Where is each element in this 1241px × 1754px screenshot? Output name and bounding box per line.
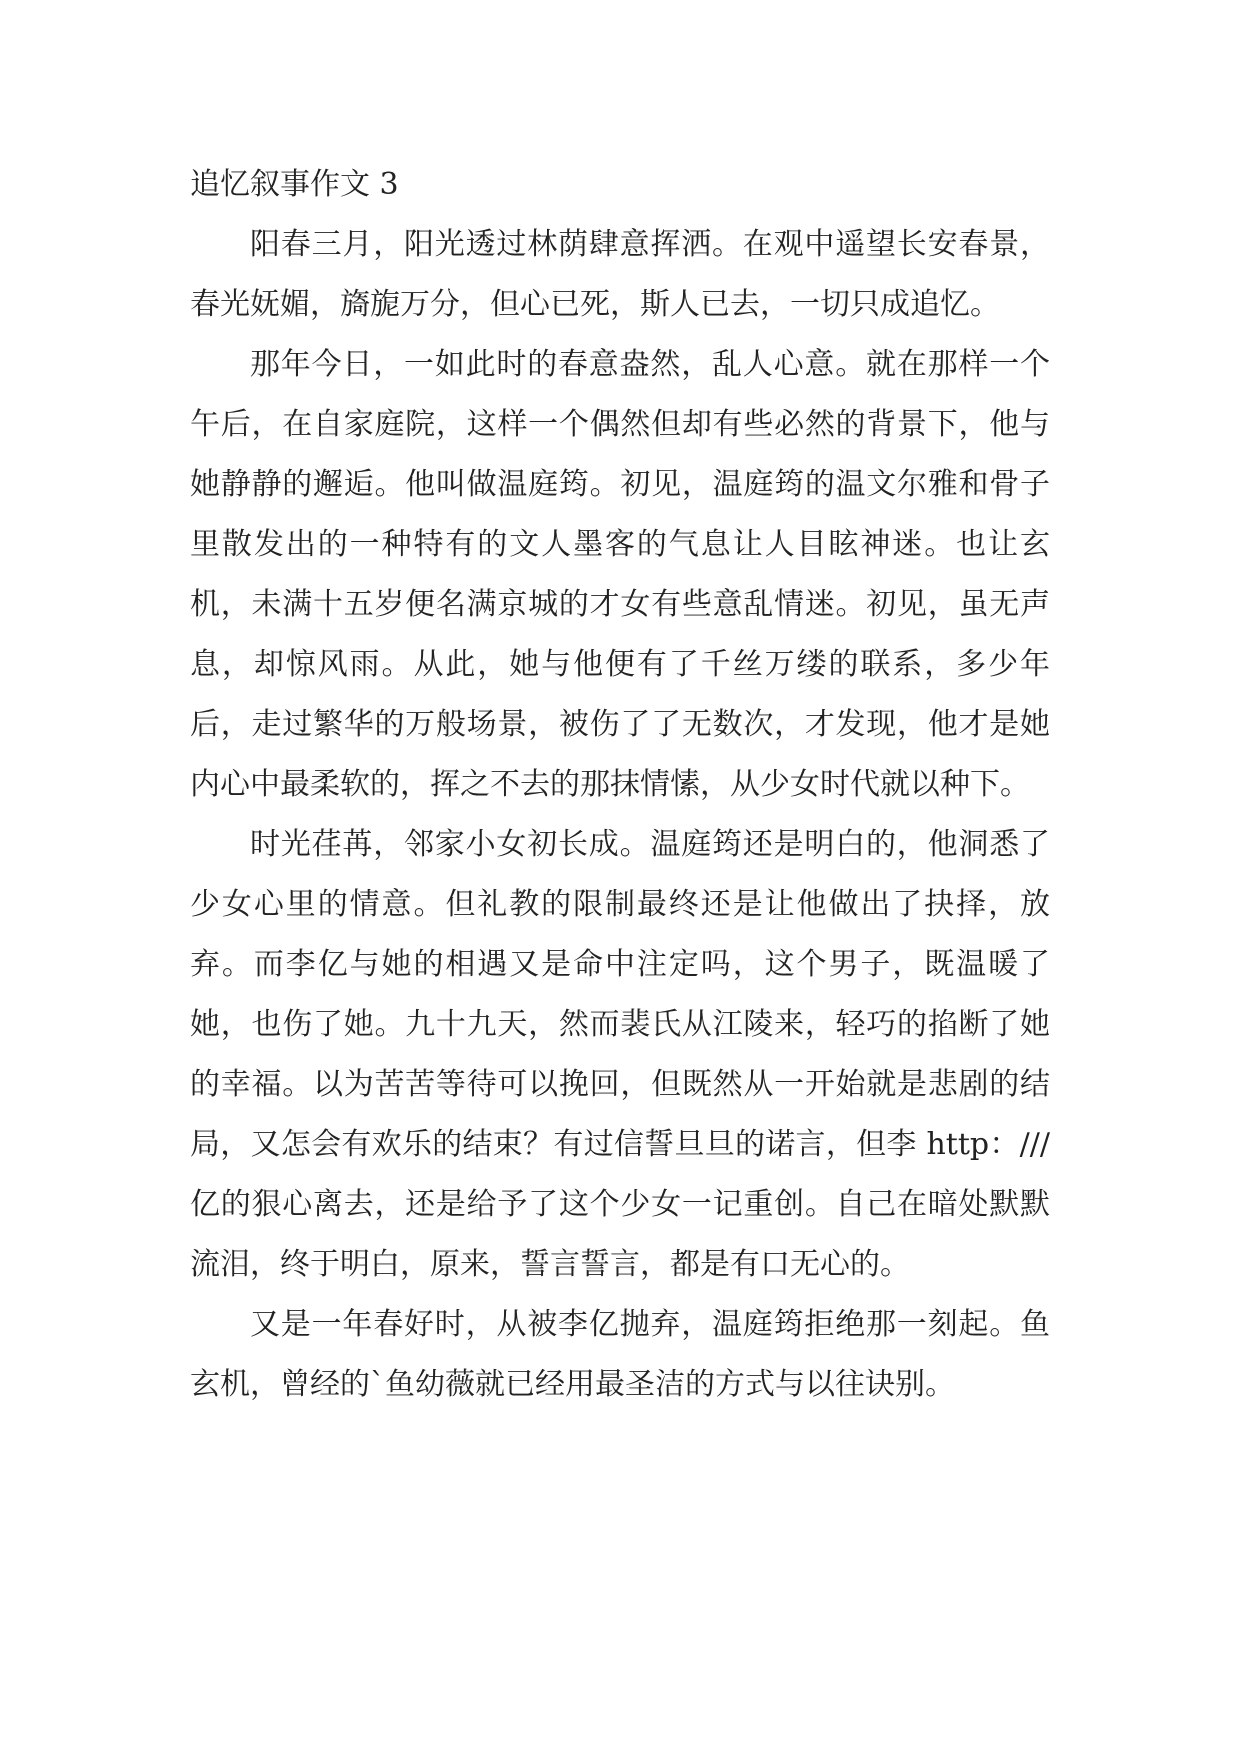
paragraph-1: 阳春三月，阳光透过林荫肆意挥洒。在观中遥望长安春景，春光妩媚，旖旎万分，但心已死，斯人已去，一切只成追忆。 [190,227,1050,322]
document-body [190,155,1050,1415]
paragraph-4: 又是一年春好时，从被李亿抛弃，温庭筠拒绝那一刻起。鱼玄机，曾经的`鱼幼薇就已经用最圣洁的方式与以往诀别。 [190,1307,1050,1402]
paragraph-3: 时光荏苒，邻家小女初长成。温庭筠还是明白的，他洞悉了少女心里的情意。但礼教的限制最终还是让他做出了抉择，放弃。而李亿与她的相遇又是命中注定吗，这个男子，既温暖了她，也伤了她。九十九天，然而裴氏从江陵来，轻巧的掐断了她的幸福。以为苦苦等待可以挽回，但既然从一开始就是悲剧的结局，又怎会有欢乐的结束？有过信誓旦旦的诺言，但李 http：///亿的狠心离去，还是给予了这个少女一记重创。自己在暗处默默流泪，终于明白，原来，誓言誓言，都是有口无心的。 [190,827,1050,1282]
paragraph-2: 那年今日，一如此时的春意盎然，乱人心意。就在那样一个午后，在自家庭院，这样一个偶然但却有些必然的背景下，他与她静静的邂逅。他叫做温庭筠。初见，温庭筠的温文尔雅和骨子里散发出的一种特有的文人墨客的气息让人目眩神迷。也让玄机，未满十五岁便名满京城的才女有些意乱情迷。初见，虽无声息，却惊风雨。从此，她与他便有了千丝万缕的联系，多少年后，走过繁华的万般场景，被伤了了无数次，才发现，他才是她内心中最柔软的，挥之不去的那抹情愫，从少女时代就以种下。 [190,347,1050,802]
document-title: 追忆叙事作文 3 [190,167,399,202]
